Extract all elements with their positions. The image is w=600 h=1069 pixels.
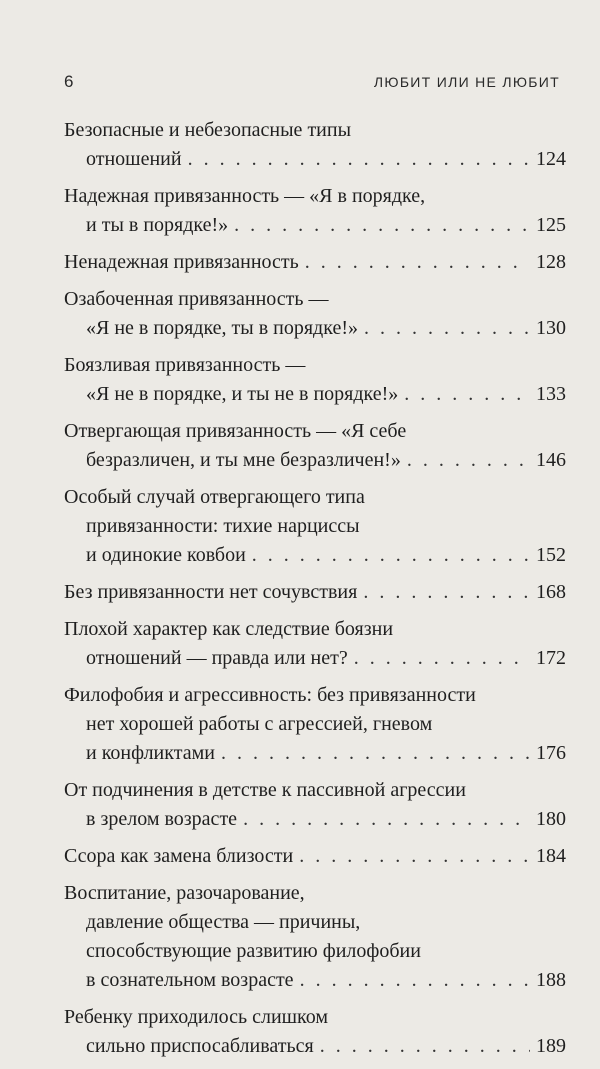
toc-entry-last-line (64, 644, 566, 673)
toc-leader-dots (404, 380, 530, 409)
toc-entry-last-line (64, 380, 566, 409)
toc-entry-text: безразличен, и ты мне безразличен!» (86, 449, 401, 471)
toc-entry-line: привязанности: тихие нарциссы (86, 515, 360, 537)
toc-entry-page: 189 (536, 1035, 566, 1057)
toc-leader-dots (364, 314, 530, 343)
toc-entry (64, 182, 566, 240)
toc-entry-text: Ненадежная привязанность (64, 251, 299, 273)
toc-entry-page: 133 (536, 383, 566, 405)
toc-leader-dots (363, 578, 530, 607)
toc-entry-page: 176 (536, 742, 566, 764)
toc-entry (64, 578, 566, 607)
toc-leader-dots (320, 1032, 530, 1061)
toc-leader-dots (300, 966, 530, 995)
toc-entry (64, 417, 566, 475)
toc-entry-page: 130 (536, 317, 566, 339)
toc-entry-line: Особый случай отвергающего типа (64, 486, 365, 508)
toc-entry-line: нет хорошей работы с агрессией, гневом (86, 713, 433, 735)
toc-entry-line: Боязливая привязанность — (64, 354, 306, 376)
toc-leader-dots (252, 541, 530, 570)
toc-entry-line: Плохой характер как следствие боязни (64, 618, 394, 640)
toc-entry-text: и одинокие ковбои (86, 544, 246, 566)
toc-entry (64, 116, 566, 174)
toc-entry-text: отношений (86, 148, 182, 170)
toc-leader-dots (407, 446, 530, 475)
toc-entry-text: сильно приспосабливаться (86, 1035, 314, 1057)
table-of-contents (64, 116, 566, 1069)
toc-entry-page: 124 (536, 148, 566, 170)
toc-entry (64, 879, 566, 995)
toc-entry-line: Безопасные и небезопасные типы (64, 119, 352, 141)
toc-leader-dots (305, 248, 530, 277)
toc-entry-line: Воспитание, разочарование, (64, 882, 305, 904)
toc-entry (64, 842, 566, 871)
toc-entry (64, 248, 566, 277)
toc-entry-last-line (64, 805, 566, 834)
toc-entry (64, 776, 566, 834)
toc-entry (64, 1003, 566, 1061)
toc-leader-dots (221, 739, 530, 768)
toc-entry-page: 168 (536, 581, 566, 603)
toc-entry-text: «Я не в порядке, и ты не в порядке!» (86, 383, 399, 405)
toc-entry-last-line (64, 1032, 566, 1061)
toc-entry-text: в зрелом возрасте (86, 808, 238, 830)
toc-entry-text: и ты в порядке!» (86, 214, 229, 236)
toc-entry (64, 285, 566, 343)
toc-leader-dots (354, 644, 530, 673)
toc-entry-page: 128 (536, 251, 566, 273)
toc-entry-line: Надежная привязанность — «Я в порядке, (64, 185, 426, 207)
toc-leader-dots (243, 805, 530, 834)
toc-entry (64, 483, 566, 570)
toc-entry-page: 180 (536, 808, 566, 830)
toc-entry-last-line (64, 248, 566, 277)
toc-leader-dots (234, 211, 530, 240)
toc-entry-last-line (64, 446, 566, 475)
toc-entry-last-line (64, 966, 566, 995)
toc-leader-dots (299, 842, 530, 871)
toc-entry-text: в сознательном возрасте (86, 969, 294, 991)
toc-entry-page: 188 (536, 969, 566, 991)
running-head: ЛЮБИТ ИЛИ НЕ ЛЮБИТ (373, 74, 560, 90)
toc-entry-page: 172 (536, 647, 566, 669)
toc-leader-dots (188, 145, 530, 174)
toc-entry (64, 615, 566, 673)
toc-entry-text: Без привязанности нет сочувствия (64, 581, 358, 603)
toc-entry (64, 351, 566, 409)
toc-entry-page: 184 (536, 845, 566, 867)
toc-entry-text: «Я не в порядке, ты в порядке!» (86, 317, 358, 339)
toc-entry-text: и конфликтами (86, 742, 215, 764)
page-number: 6 (64, 72, 74, 91)
toc-entry-line: Филофобия и агрессивность: без привязанности (64, 684, 476, 706)
toc-entry-last-line (64, 145, 566, 174)
toc-entry-text: отношений — правда или нет? (86, 647, 348, 669)
toc-entry-line: Ребенку приходилось слишком (64, 1006, 329, 1028)
toc-entry-last-line (64, 314, 566, 343)
toc-entry-line: Отвергающая привязанность — «Я себе (64, 420, 407, 442)
toc-entry-line: давление общества — причины, (86, 911, 361, 933)
toc-entry-page: 146 (536, 449, 566, 471)
toc-entry-line: способствующие развитию филофобии (86, 940, 421, 962)
toc-entry-last-line (64, 211, 566, 240)
toc-entry-page: 152 (536, 544, 566, 566)
toc-entry-text: Ссора как замена близости (64, 845, 294, 867)
toc-entry-line: От подчинения в детстве к пассивной агрессии (64, 779, 466, 801)
toc-entry-page: 125 (536, 214, 566, 236)
toc-entry-last-line (64, 541, 566, 570)
toc-entry-last-line (64, 578, 566, 607)
toc-entry (64, 681, 566, 768)
toc-entry-last-line (64, 842, 566, 871)
toc-entry-line: Озабоченная привязанность — (64, 288, 329, 310)
toc-entry-last-line (64, 739, 566, 768)
